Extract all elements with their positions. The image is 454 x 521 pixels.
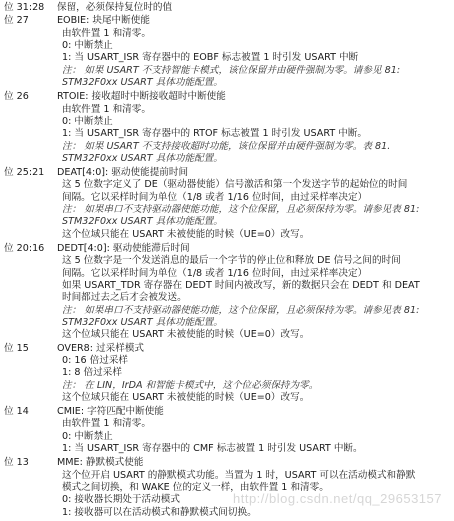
dedt-line: 时间都过去之后才会被发送。 bbox=[62, 292, 187, 304]
bit-14: 位 14 bbox=[4, 406, 29, 418]
deat-line: 间隔。它以采样时间为单位（1/8 或者 1/16 位时间，由过采样率决定） bbox=[62, 191, 368, 203]
mme-line: 模式之间切换，和 WAKE 位的定义一样，由软件置 1 和清零。 bbox=[62, 482, 329, 493]
rtoie-line: 1: 当 USART_ISR 寄存器中的 RTOF 标志被置 1 时引发 USART 中断。 bbox=[62, 128, 368, 140]
eobie-line: 1: 当 USART_ISR 寄存器中的 EOBF 标志被置 1 时引发 USART 中断 bbox=[62, 52, 359, 64]
eobie-line: 由软件置 1 和清零。 bbox=[62, 27, 151, 39]
dedt-line: 这个位域只能在 USART 未被使能的时候（UE=0）改写。 bbox=[62, 329, 310, 341]
cmie-line: 由软件置 1 和清零。 bbox=[62, 418, 151, 430]
dedt-line: 间隔。它以采样时间为单位（1/8 或者 1/16 位时间，由过采样率决定） bbox=[62, 267, 368, 279]
cmie-line: 1: 当 USART_ISR 寄存器中的 CMF 标志被置 1 时引发 USART 中断。 bbox=[62, 443, 363, 455]
mme-line: 这个位开启 USART 的静默模式功能。当置为 1 时，USART 可以在活动模式和静默 bbox=[62, 469, 416, 481]
mme-title: MME: 静默模式使能 bbox=[57, 457, 144, 469]
mme-line: 0: 接收器长期处于活动模式 bbox=[62, 494, 180, 506]
bit-25-21: 位 25:21 bbox=[4, 167, 45, 179]
rtoie-note: 注： 如果 USART 不支持接收超时功能，该位保留并由硬件强制为零。表 81. bbox=[62, 140, 391, 152]
dedt-line: 如果 USART_TDR 寄存器在 DEDT 时间内被改写，新的数据只会在 DEDT 和 DEAT bbox=[62, 279, 420, 291]
dedt-line: 这 5 位数字是一个发送消息的最后一个字节的停止位和释放 DE 信号之间的时间 bbox=[62, 255, 401, 267]
over8-line: 0: 16 倍过采样 bbox=[62, 354, 129, 366]
bit-31-28: 位 31:28 bbox=[4, 2, 45, 13]
bit-27: 位 27 bbox=[4, 15, 29, 27]
dedt-note: 注： 如果串口不支持驱动器使能功能，这个位保留，且必须保持为零。请参见表 81: bbox=[62, 304, 420, 316]
over8-note: 注： 在 LIN，IrDA 和智能卡模式中，这个位必须保持为零。 bbox=[62, 379, 319, 391]
deat-line: 这 5 位数字定义了 DE（驱动器使能）信号激活和第一个发送字节的起始位的时间 bbox=[62, 179, 408, 191]
bit-31-28-desc: 保留，必须保持复位时的值 bbox=[57, 2, 173, 13]
eobie-title: EOBIE: 块尾中断使能 bbox=[57, 15, 150, 27]
rtoie-line: 由软件置 1 和清零。 bbox=[62, 103, 151, 115]
rtoie-note: STM32F0xx USART 具体功能配置。 bbox=[62, 152, 223, 164]
bit-15: 位 15 bbox=[4, 342, 29, 354]
eobie-note: STM32F0xx USART 具体功能配置。 bbox=[62, 76, 223, 88]
mme-line: 1: 接收器可以在活动模式和静默模式间切换。 bbox=[62, 506, 257, 518]
eobie-line: 0: 中断禁止 bbox=[62, 39, 113, 51]
bit-26: 位 26 bbox=[4, 91, 29, 103]
deat-note: 注： 如果串口不支持驱动器使能功能，这个位保留，且必须保持为零。请参见表 81: bbox=[62, 204, 420, 216]
deat-note: STM32F0xx USART 具体功能配置。 bbox=[62, 216, 223, 228]
watermark: http://blog.csdn.net/qq_29653157 bbox=[233, 491, 442, 506]
rtoie-line: 0: 中断禁止 bbox=[62, 115, 113, 127]
deat-line: 这个位域只能在 USART 未被使能的时候（UE=0）改写。 bbox=[62, 228, 310, 240]
bit-20-16: 位 20:16 bbox=[4, 242, 45, 254]
dedt-note: STM32F0xx USART 具体功能配置。 bbox=[62, 316, 223, 328]
cmie-title: CMIE: 字符匹配中断使能 bbox=[57, 406, 164, 418]
dedt-title: DEDT[4:0]: 驱动使能滞后时间 bbox=[57, 242, 190, 254]
cmie-line: 0: 中断禁止 bbox=[62, 430, 113, 442]
over8-line: 这个位域只能在 USART 未被使能的时候（UE=0）改写。 bbox=[62, 391, 310, 403]
deat-title: DEAT[4:0]: 驱动使能提前时间 bbox=[57, 167, 189, 179]
eobie-note: 注： 如果 USART 不支持智能卡模式，该位保留并由硬件强制为零。请参见 81: bbox=[62, 64, 401, 76]
rtoie-title: RTOIE: 接收超时中断接收超时中断使能 bbox=[57, 91, 226, 103]
bit-13: 位 13 bbox=[4, 457, 29, 469]
over8-line: 1: 8 倍过采样 bbox=[62, 367, 122, 379]
over8-title: OVER8: 过采样模式 bbox=[57, 342, 145, 354]
